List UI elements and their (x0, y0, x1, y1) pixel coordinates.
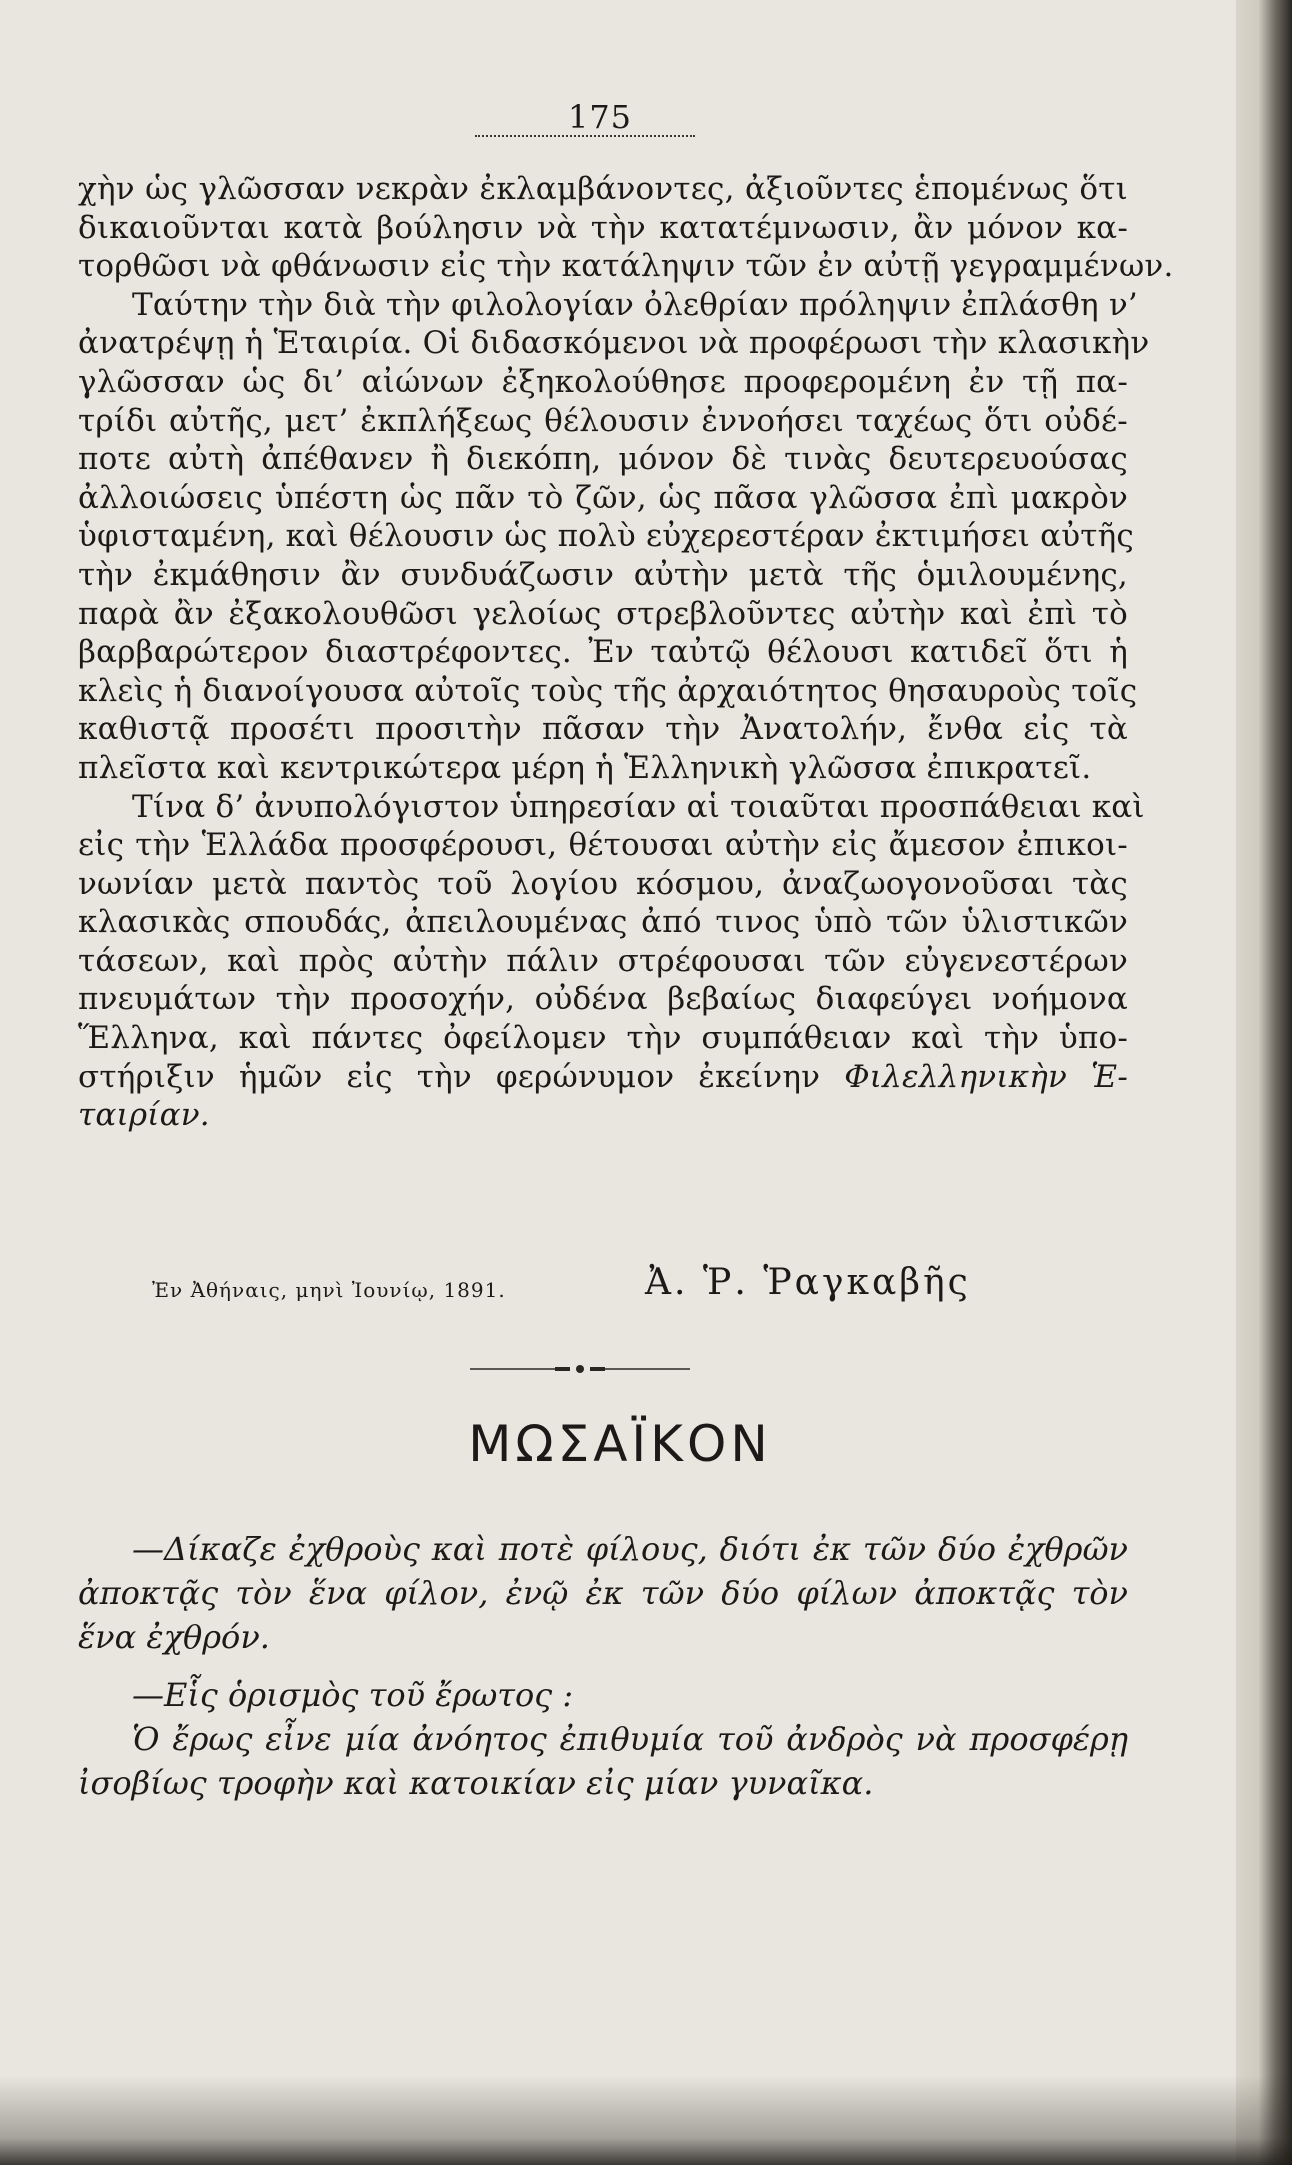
text-line: τάσεων, καὶ πρὸς αὐτὴν πάλιν στρέφουσαι τῶν εὐγενεστέρων (78, 942, 1128, 979)
text-line: βαρβαρώτερον διαστρέφοντες. Ἐν ταὐτῷ θέλουσι κατιδεῖ ὅτι ἡ (78, 634, 1128, 671)
page-number-rule (475, 135, 695, 137)
text-line: τὴν ἐκμάθησιν ἂν συνδυάζωσιν αὐτὴν μετὰ τῆς ὁμιλουμένης, (78, 556, 1128, 593)
text-line: ὑφισταμένη, καὶ θέλουσιν ὡς πολὺ εὐχερεστέραν ἐκτιμήσει αὐτῆς (78, 518, 1134, 555)
author-signature: Ἀ. Ῥ. Ῥαγκαβῆς (645, 1262, 971, 1303)
text-line: παρὰ ἂν ἐξακολουθῶσι γελοίως στρεβλοῦντες αὐτὴν καὶ ἐπὶ τὸ (78, 595, 1128, 632)
aphorism-line: Ὁ ἔρως εἶνε μία ἀνόητος ἐπιθυμία τοῦ ἀνδρὸς νὰ προσφέρῃ (132, 1720, 1128, 1758)
page-edge-shadow (1236, 0, 1292, 2165)
text-line: τρίδι αὐτῆς, μετ’ ἐκπλήξεως θέλουσιν ἐννοήσει ταχέως ὅτι οὐδέ- (78, 402, 1128, 439)
text-line: κλασικὰς σπουδάς, ἀπειλουμένας ἀπό τινος ὑπὸ τῶν ὑλιστικῶν (78, 904, 1128, 941)
text-line: ἀνατρέψῃ ἡ Ἑταιρία. Οἱ διδασκόμενοι νὰ προφέρωσι τὴν κλασικὴν (78, 325, 1150, 362)
text-line: Ταύτην τὴν διὰ τὴν φιλολογίαν ὀλεθρίαν πρόληψιν ἐπλάσθη ν’ (132, 286, 1138, 323)
mosaic-section (78, 1527, 1128, 1805)
section-title: ΜΩΣΑΪΚΟΝ (468, 1415, 772, 1473)
text-line: καθιστᾷ προσέτι προσιτὴν πᾶσαν τὴν Ἀνατολήν, ἔνθα εἰς τὰ (78, 711, 1128, 748)
text-line: εἰς τὴν Ἑλλάδα προσφέρουσι, θέτουσαι αὐτὴν εἰς ἄμεσον ἐπικοι- (78, 827, 1128, 864)
aphorism-line: ἕνα ἐχθρόν. (78, 1618, 270, 1656)
text-line: χὴν ὡς γλῶσσαν νεκρὰν ἐκλαμβάνοντες, ἀξιοῦντες ἑπομένως ὅτι (78, 171, 1128, 207)
text-line: νωνίαν μετὰ παντὸς τοῦ λογίου κόσμου, ἀναζωογονοῦσαι τὰς (78, 865, 1128, 902)
text-line: Τίνα δ’ ἀνυπολόγιστον ὑπηρεσίαν αἱ τοιαῦται προσπάθειαι καὶ (132, 788, 1145, 825)
text-line: ποτε αὐτὴ ἀπέθανεν ἢ διεκόπη, μόνον δὲ τινὰς δευτερευούσας (78, 441, 1128, 478)
text-line: κλεὶς ἡ διανοίγουσα αὐτοῖς τοὺς τῆς ἀρχαιότητος θησαυροὺς τοῖς (78, 672, 1138, 709)
text-line: πλεῖστα καὶ κεντρικώτερα μέρη ἡ Ἑλληνικὴ γλῶσσα ἐπικρατεῖ. (78, 749, 1092, 786)
ornament-divider (470, 1362, 690, 1376)
aphorism-line: ἰσοβίως τροφὴν καὶ κατοικίαν εἰς μίαν γυναῖκα. (78, 1764, 874, 1802)
text-line: τορθῶσι νὰ φθάνωσιν εἰς τὴν κατάληψιν τῶν ἐν αὐτῇ γεγραμμένων. (78, 248, 1174, 285)
text-line: ἀλλοιώσεις ὑπέστη ὡς πᾶν τὸ ζῶν, ὡς πᾶσα γλῶσσα ἐπὶ μακρὸν (78, 479, 1128, 516)
text-line-start: στήριξιν ἡμῶν εἰς τὴν φερώνυμον ἐκείνην (78, 1058, 821, 1095)
page-number: 175 (567, 98, 633, 136)
aphorism-line: —Εἷς ὁρισμὸς τοῦ ἔρωτος : (132, 1676, 574, 1714)
text-line: γλῶσσαν ὡς δι’ αἰώνων ἐξηκολούθησε προφερομένη ἐν τῇ πα- (78, 363, 1128, 400)
text-line (78, 1096, 1128, 1135)
society-name-italic: Φιλελληνικὴν Ἑ- (844, 1058, 1128, 1095)
text-line: Ἕλληνα, καὶ πάντες ὀφείλομεν τὴν συμπάθειαν καὶ τὴν ὑπο- (78, 1020, 1128, 1057)
text-line: πνευμάτων τὴν προσοχήν, οὐδένα βεβαίως διαφεύγει νοήμονα (78, 981, 1128, 1018)
page-bottom-shadow (0, 2075, 1292, 2165)
article-body (78, 170, 1174, 1135)
society-name-italic-end: ταιρίαν. (78, 1097, 210, 1134)
text-line (78, 1058, 1128, 1097)
dateline: Ἐν Ἀθήναις, μηνὶ Ἰουνίῳ, 1891. (152, 1278, 506, 1302)
aphorism-line: ἀποκτᾷς τὸν ἕνα φίλον, ἐνῷ ἐκ τῶν δύο φίλων ἀποκτᾷς τὸν (78, 1574, 1128, 1612)
text-line: δικαιοῦνται κατὰ βούλησιν νὰ τὴν κατατέμνωσιν, ἂν μόνον κα- (78, 209, 1128, 246)
aphorism-line: —Δίκαζε ἐχθροὺς καὶ ποτὲ φίλους, διότι ἐκ τῶν δύο ἐχθρῶν (132, 1530, 1128, 1568)
